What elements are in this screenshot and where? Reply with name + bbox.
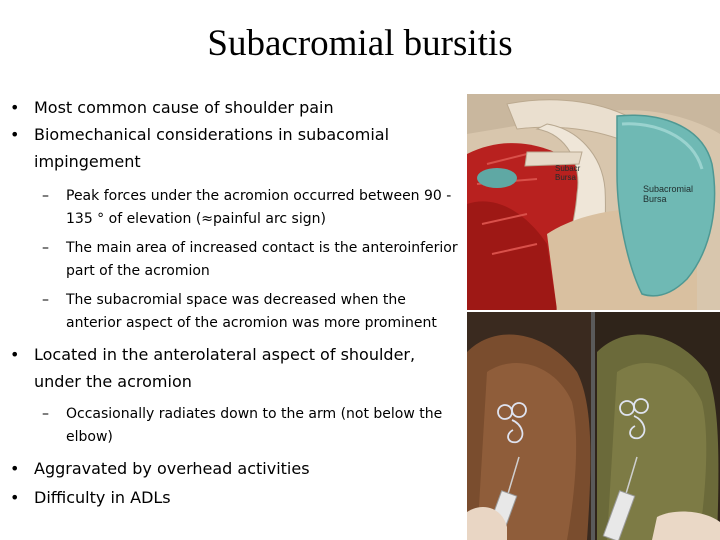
sub-bullet-text-continued: anteroinferior part of the acromion bbox=[66, 240, 458, 279]
bullet-list bbox=[6, 94, 462, 511]
sub-bullet-item bbox=[6, 289, 462, 335]
subacromial-bursa-label-line: Bursa bbox=[643, 194, 667, 204]
shoulder-anatomy-image bbox=[467, 94, 720, 310]
bullet-text: Biomechanical considerations in subacomial bbox=[34, 125, 390, 144]
bullet-text-continued: impingement bbox=[34, 152, 141, 171]
small-bursa-label bbox=[555, 164, 593, 182]
sub-bullet-text: Peak forces under the acromion occurred between bbox=[66, 188, 420, 204]
dash-marker: – bbox=[42, 406, 49, 422]
dash-marker: – bbox=[42, 240, 49, 256]
bullet-item bbox=[6, 94, 462, 121]
bullet-text-continued: under the acromion bbox=[34, 372, 192, 391]
injection-photo bbox=[467, 312, 720, 540]
bullet-item bbox=[6, 121, 462, 175]
sub-bullet-item bbox=[6, 185, 462, 231]
sub-bullet-item bbox=[6, 237, 462, 283]
small-bursa-label-line: Bursa bbox=[555, 173, 576, 182]
slide-title: Subacromial bursitis bbox=[207, 23, 513, 64]
sub-bullet-text: The subacromial space was decreased when the bbox=[66, 292, 406, 308]
bullet-item bbox=[6, 484, 462, 511]
dash-marker: – bbox=[42, 188, 49, 204]
bullet-marker: • bbox=[10, 98, 20, 117]
small-bursa-label-line: Subacr bbox=[555, 164, 581, 173]
bullet-item bbox=[6, 455, 462, 482]
sub-bullet-item bbox=[6, 403, 462, 449]
sub-bullet-text-continued: 90 - 135 ° of elevation (≈painful arc sign) bbox=[66, 188, 452, 227]
dash-marker: – bbox=[42, 292, 49, 308]
sub-bullet-text-continued: the elbow) bbox=[66, 406, 443, 445]
bullet-text: Most common cause of shoulder pain bbox=[34, 98, 334, 117]
subacromial-bursa-label bbox=[643, 184, 703, 204]
subacromial-bursa-label-line: Subacromial bbox=[643, 184, 694, 194]
bullet-marker: • bbox=[10, 345, 20, 364]
sub-bullet-text-continued: anterior aspect of the acromion was more bbox=[66, 315, 361, 331]
bullet-marker: • bbox=[10, 459, 20, 478]
bullet-text: Difficulty in ADLs bbox=[34, 488, 171, 507]
bullet-marker: • bbox=[10, 488, 20, 507]
injection-photo-drawing bbox=[467, 312, 720, 540]
sub-bullet-text: The main area of increased contact is the bbox=[66, 240, 358, 256]
bullet-marker: • bbox=[10, 125, 20, 144]
bullet-item bbox=[6, 341, 462, 395]
bullet-text: Located in the anterolateral aspect of shoulder, bbox=[34, 345, 416, 364]
sub-bullet-text: Occasionally radiates down to the arm (not below bbox=[66, 406, 415, 422]
bullet-text: Aggravated by overhead activities bbox=[34, 459, 310, 478]
sub-bullet-text-continued: prominent bbox=[364, 315, 437, 331]
